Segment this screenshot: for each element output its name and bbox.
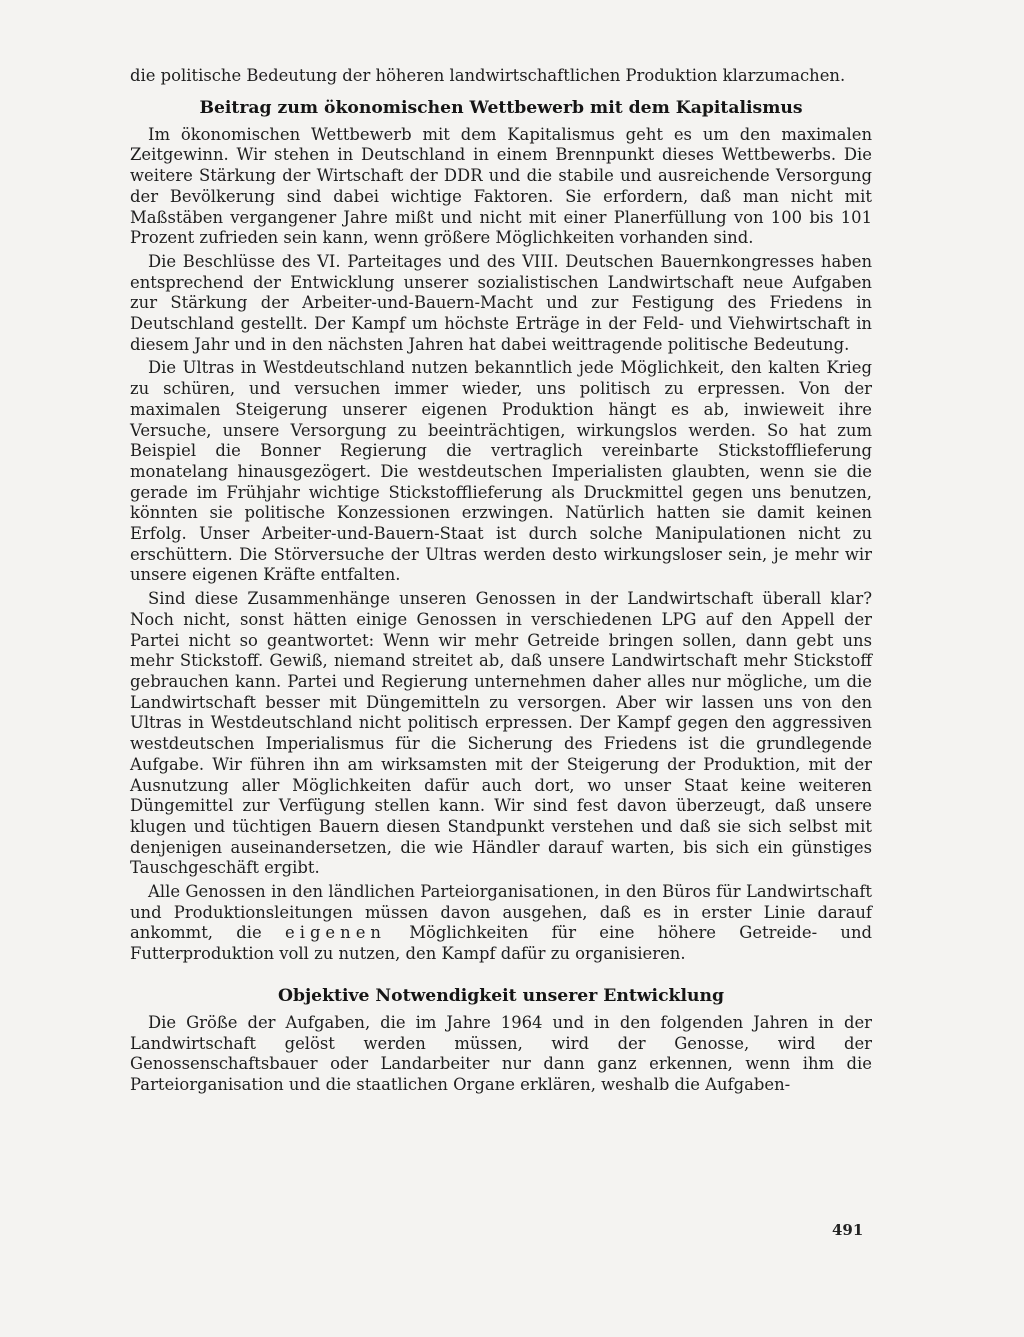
paragraph-2: Die Beschlüsse des VI. Parteitages und des VIII. Deutschen Bauernkongresses haben entsprechend der Entwicklung unserer sozialistischen Landwirtschaft neue Aufgaben zur Stärkung der Arbeiter-und-Bauern-Macht und zur Festigung des Friedens in Deutschland gestellt. Der Kampf um höchste Erträge in der Feld- und Viehwirtschaft in diesem Jahr und in den nächsten Jahren hat dabei weittragende politische Bedeutung. — [130, 251, 872, 354]
paragraph-5-end: Möglichkeiten für eine höhere Getreide- und Futterproduktion voll zu nutzen, den Kampf dafür zu organisieren. — [130, 923, 873, 964]
emphasized-word: eigenen — [285, 923, 386, 943]
paragraph-5-start: Alle Genossen in den ländlichen Parteiorganisationen, in den Büros für Landwirtschaft und Produktionsleitungen müssen davon ausgehen, daß es in erster Linie darauf ankommt, die — [130, 882, 872, 943]
section-heading-wettbewerb: Beitrag zum ökonomischen Wettbewerb mit dem Kapitalismus — [199, 97, 803, 118]
paragraph-3: Die Ultras in Westdeutschland nutzen bekanntlich jede Möglichkeit, den kalten Krieg zu schüren, und versuchen immer wieder, uns politisch zu erpressen. Von der maximalen Steigerung unserer eigenen Produktion hängt es ab, inwieweit ihre Versuche, unsere Versorgung zu beeinträchtigen, wirkungslos werden. So hat zum Beispiel die Bonner Regierung die vertraglich vereinbarte Stickstofflieferung monatelang hinausgezögert. Die westdeutschen Imperialisten glaubten, wenn sie die gerade im Frühjahr wichtige Stickstofflieferung als Druckmittel gegen uns benutzen, könnten sie politische Konzessionen erzwingen. Natürlich hatten sie damit keinen Erfolg. Unser Arbeiter-und-Bauern-Staat ist durch solche Manipulationen nicht zu erschüttern. Die Störversuche der Ultras werden desto wirkungsloser sein, je mehr wir unsere eigenen Kräfte entfalten. — [130, 358, 872, 585]
paragraph-5 — [130, 882, 872, 965]
section-heading-notwendigkeit: Objektive Notwendigkeit unserer Entwicklung — [277, 985, 725, 1006]
document-page — [130, 66, 872, 1099]
page-number: 491 — [832, 1221, 864, 1239]
paragraph-continuation: die politische Bedeutung der höheren landwirtschaftlichen Produktion klarzumachen. — [130, 66, 846, 85]
paragraph-4: Sind diese Zusammenhänge unseren Genossen in der Landwirtschaft überall klar? Noch nicht, sonst hätten einige Genossen in verschiedenen LPG auf den Appell der Partei nicht so geantwortet: Wenn wir mehr Getreide bringen sollen, dann gebt uns mehr Stickstoff. Gewiß, niemand streitet ab, daß unsere Landwirtschaft mehr Stickstoff gebrauchen kann. Partei und Regierung unternehmen daher alles nur mögliche, um die Landwirtschaft besser mit Düngemitteln zu versorgen. Aber wir lassen uns von den Ultras in Westdeutschland nicht politisch erpressen. Der Kampf gegen den aggressiven westdeutschen Imperialismus für die Sicherung des Friedens ist die grundlegende Aufgabe. Wir führen ihn am wirksamsten mit der Steigerung der Produktion, mit der Ausnutzung aller Möglichkeiten dafür auch dort, wo unser Staat keine weiteren Düngemittel zur Verfügung stellen kann. Wir sind fest davon überzeugt, daß unsere klugen und tüchtigen Bauern diesen Standpunkt verstehen und daß sie sich selbst mit denjenigen auseinandersetzen, die wie Händler darauf warten, bis sich ein günstiges Tauschgeschäft ergibt. — [130, 589, 872, 878]
paragraph-1: Im ökonomischen Wettbewerb mit dem Kapitalismus geht es um den maximalen Zeitgewinn. Wir stehen in Deutschland in einem Brennpunkt dieses Wettbewerbs. Die weitere Stärkung der Wirtschaft der DDR und die stabile und ausreichende Versorgung der Bevölkerung sind dabei wichtige Faktoren. Sie erfordern, daß man nicht mit Maßstäben vergangener Jahre mißt und nicht mit einer Planerfüllung von 100 bis 101 Prozent zufrieden sein kann, wenn größere Möglichkeiten vorhanden sind. — [130, 124, 872, 248]
paragraph-6: Die Größe der Aufgaben, die im Jahre 1964 und in den folgenden Jahren in der Landwirtschaft gelöst werden müssen, wird der Genosse, wird der Genossenschaftsbauer oder Landarbeiter nur dann ganz erkennen, wenn ihm die Parteiorganisation und die staatlichen Organe erklären, weshalb die Aufgaben- — [130, 1012, 872, 1094]
